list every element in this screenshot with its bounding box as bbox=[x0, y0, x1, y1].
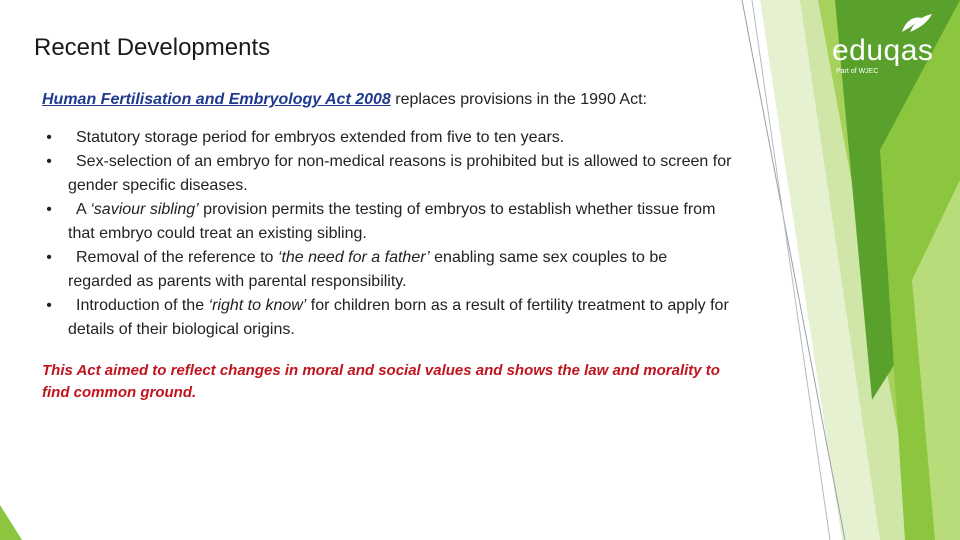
bullet-text bbox=[68, 129, 564, 146]
bullet-marker: • bbox=[46, 201, 52, 218]
bullet-emphasis: ‘saviour sibling’ bbox=[90, 201, 199, 218]
bullet-text-part: Statutory storage period for embryos extended from five to ten years. bbox=[76, 129, 565, 146]
bullet-marker: • bbox=[46, 153, 52, 170]
bullet-item bbox=[42, 246, 732, 294]
eduqas-logo bbox=[830, 12, 940, 75]
bullet-text bbox=[68, 297, 729, 338]
bullet-marker: • bbox=[46, 129, 52, 146]
act-name-link[interactable]: Human Fertilisation and Embryology Act 2008 bbox=[42, 91, 391, 108]
leaf-icon bbox=[900, 12, 934, 34]
bullet-marker: • bbox=[46, 297, 52, 314]
intro-paragraph bbox=[42, 88, 732, 112]
bullet-text-part: Removal of the reference to bbox=[76, 249, 278, 266]
intro-rest-text: replaces provisions in the 1990 Act: bbox=[390, 91, 647, 108]
bullet-text bbox=[68, 201, 715, 242]
bullet-item bbox=[42, 198, 732, 246]
bullet-list bbox=[42, 126, 732, 342]
bullet-text bbox=[68, 249, 667, 290]
bullet-text-part: Sex-selection of an embryo for non-medical reasons is prohibited but is allowed to screen for gender specific diseases. bbox=[68, 153, 732, 194]
logo-wordmark: eduqas bbox=[832, 34, 934, 67]
bullet-text-part: for children born as a result of fertility treatment to apply for details of their biological origins. bbox=[68, 297, 729, 338]
bullet-item bbox=[42, 150, 732, 198]
bullet-text bbox=[68, 153, 731, 194]
left-corner-triangle bbox=[0, 505, 22, 540]
bullet-emphasis: ‘right to know’ bbox=[208, 297, 307, 314]
logo-subtitle: Part of WJEC bbox=[836, 68, 879, 75]
bullet-text-part: provision permits the testing of embryos to establish whether tissue from that embryo could treat an existing sibling. bbox=[68, 201, 716, 242]
bullet-item bbox=[42, 294, 732, 342]
bullet-marker: • bbox=[46, 249, 52, 266]
slide-body bbox=[42, 88, 732, 404]
bullet-emphasis: ‘the need for a father’ bbox=[277, 249, 430, 266]
bullet-text-part: Introduction of the bbox=[76, 297, 209, 314]
bullet-text-part: enabling same sex couples to be regarded as parents with parental responsibility. bbox=[68, 249, 668, 290]
conclusion-text: This Act aimed to reflect changes in moral and social values and shows the law and morality to find common ground. bbox=[42, 362, 720, 401]
bullet-text-part: A bbox=[76, 201, 91, 218]
page-title: Recent Developments bbox=[34, 34, 271, 61]
bullet-item bbox=[42, 126, 732, 150]
